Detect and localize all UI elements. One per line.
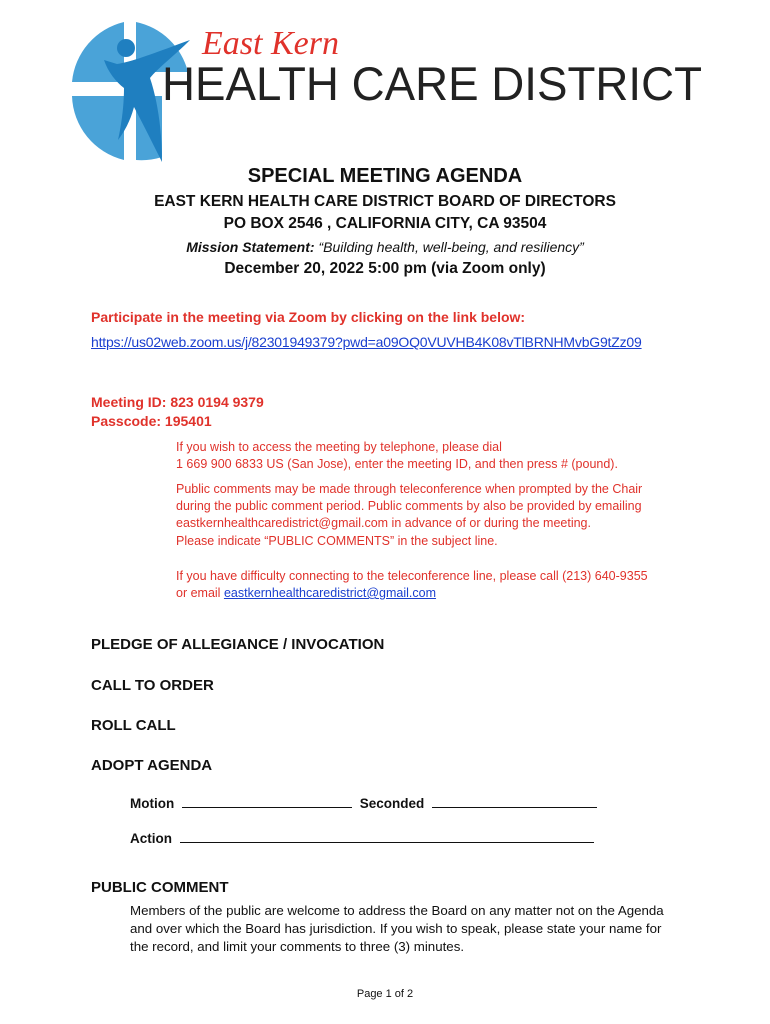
public-line-2: during the public comment period. Public comments by also be provided by emailing	[176, 499, 642, 513]
address: PO BOX 2546 , CALIFORNIA CITY, CA 93504	[223, 215, 547, 232]
phone-line-2: 1 669 900 6833 US (San Jose), enter the meeting ID, and then press # (pound).	[176, 457, 618, 471]
action-line	[180, 830, 594, 843]
pc-line-3: the record, and limit your comments to three (3) minutes.	[130, 939, 465, 954]
public-line-1: Public comments may be made through teleconference when prompted by the Chair	[176, 482, 643, 496]
motion-row	[130, 795, 597, 811]
page-number: Page 1 of 2	[356, 988, 414, 1000]
logo-script-text: East Kern	[202, 25, 339, 62]
logo-name-text: HEALTH CARE DISTRICT	[162, 57, 702, 110]
agenda-pledge: PLEDGE OF ALLEGIANCE / INVOCATION	[91, 636, 385, 653]
public-line-4: Please indicate “PUBLIC COMMENTS” in the subject line.	[176, 534, 498, 548]
action-label: Action	[130, 831, 172, 846]
agenda-adopt: ADOPT AGENDA	[91, 757, 213, 774]
agenda-call-to-order: CALL TO ORDER	[91, 677, 214, 694]
difficulty-prefix: or email	[176, 586, 224, 600]
difficulty-line-1: If you have difficulty connecting to the teleconference line, please call (213) 640-9355	[176, 569, 648, 583]
public-line-3: eastkernhealthcaredistrict@gmail.com in advance of or during the meeting.	[176, 516, 591, 530]
motion-label: Motion	[130, 796, 175, 811]
difficulty-line-2	[176, 585, 436, 602]
page-title: SPECIAL MEETING AGENDA	[247, 165, 523, 187]
zoom-link[interactable]: https://us02web.zoom.us/j/82301949379?pwd=a09OQ0VUVHB4K08vTlBRNHMvbG9tZz09	[91, 334, 642, 350]
logo	[62, 12, 712, 167]
meeting-id: Meeting ID: 823 0194 9379	[91, 394, 264, 410]
passcode: Passcode: 195401	[91, 413, 212, 429]
mission-text: “Building health, well-being, and resiliency”	[318, 239, 584, 255]
meeting-datetime: December 20, 2022 5:00 pm (via Zoom only)	[224, 260, 546, 277]
pc-line-1: Members of the public are welcome to address the Board on any matter not on the Agenda	[130, 903, 664, 918]
agenda-roll-call: ROLL CALL	[91, 717, 176, 734]
seconded-line	[432, 795, 597, 808]
seconded-label: Seconded	[359, 796, 425, 811]
phone-line-1: If you wish to access the meeting by telephone, please dial	[176, 440, 502, 454]
agenda-public-comment: PUBLIC COMMENT	[91, 879, 229, 896]
participate-text: Participate in the meeting via Zoom by clicking on the link below:	[91, 309, 526, 325]
mission-statement	[0, 239, 770, 255]
motion-line	[182, 795, 352, 808]
action-row	[130, 830, 594, 846]
mission-label: Mission Statement:	[186, 239, 315, 255]
board-name: EAST KERN HEALTH CARE DISTRICT BOARD OF DIRECTORS	[154, 193, 616, 210]
email-link[interactable]: eastkernhealthcaredistrict@gmail.com	[223, 586, 437, 600]
pc-line-2: and over which the Board has jurisdiction. If you wish to speak, please state your name for	[130, 921, 662, 936]
